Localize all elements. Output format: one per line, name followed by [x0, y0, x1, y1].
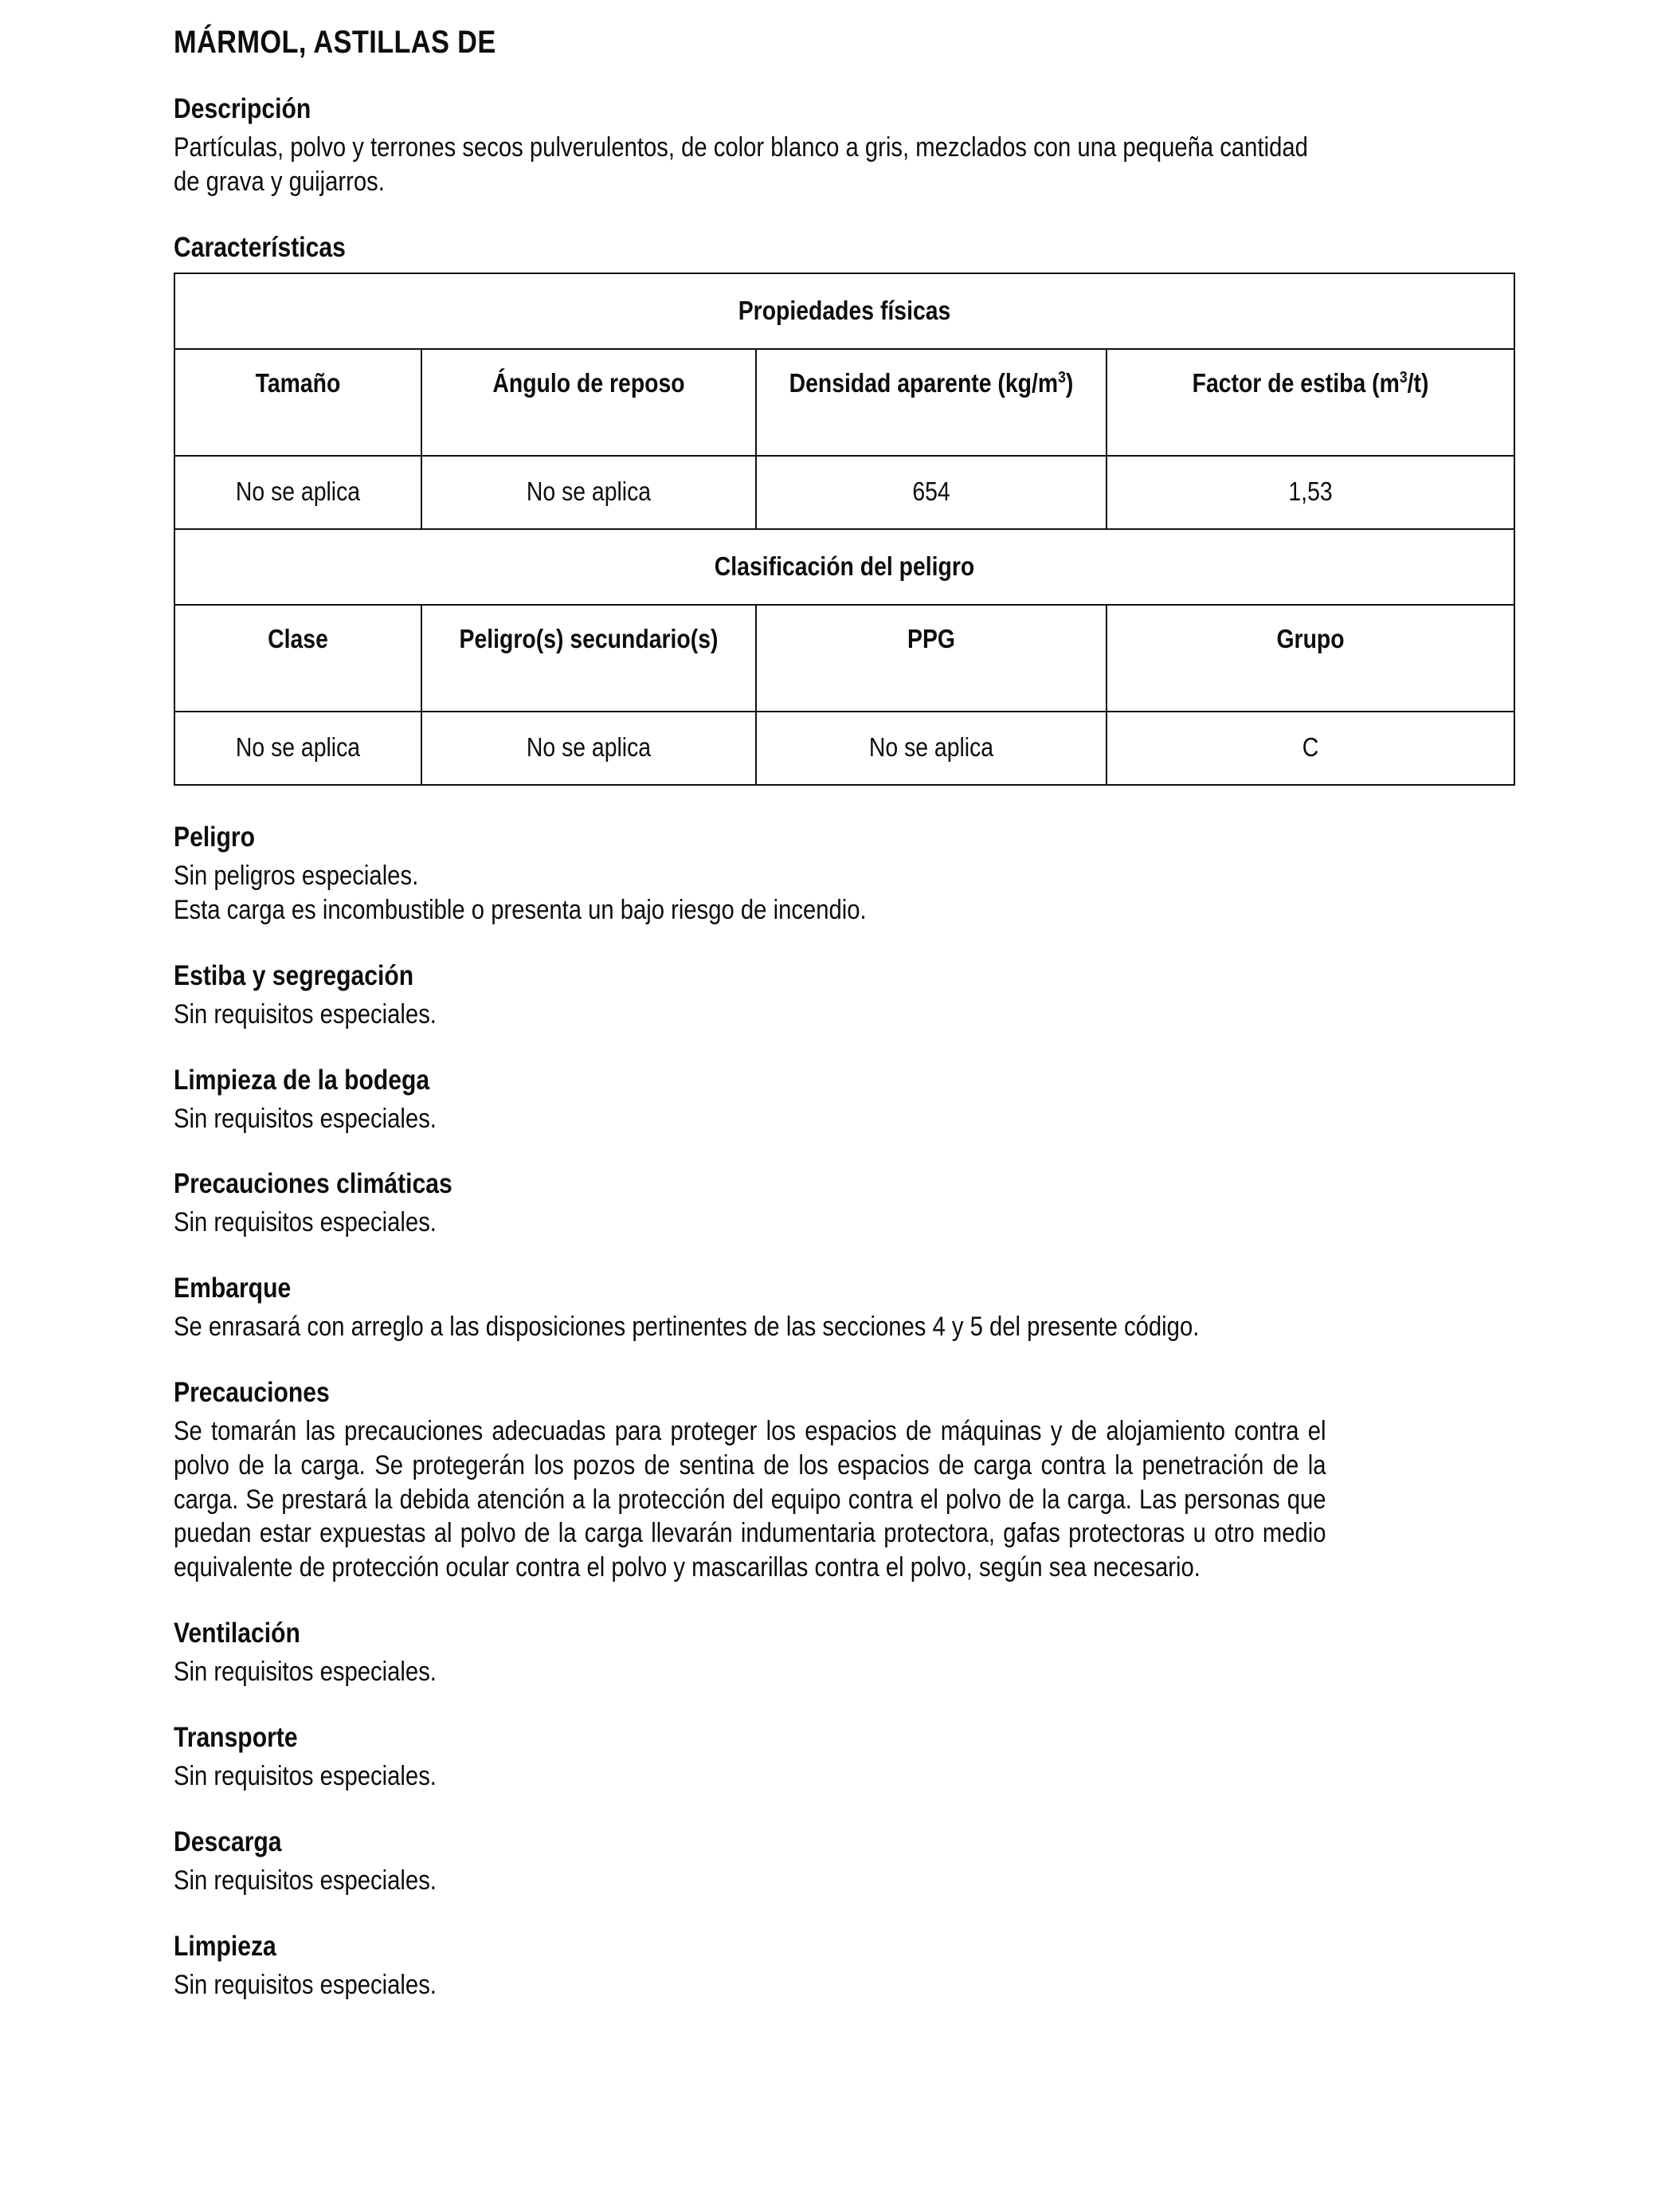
- heading-precauciones: Precauciones: [174, 1377, 330, 1408]
- section-precauciones: [174, 1376, 1514, 1585]
- section-caracteristicas: [174, 231, 1514, 786]
- section-descarga: [174, 1826, 1514, 1898]
- table-band-physical: [174, 273, 1514, 350]
- table-band-physical-label: Propiedades físicas: [738, 295, 951, 325]
- section-ventilacion: [174, 1617, 1514, 1689]
- page-title: MÁRMOL, ASTILLAS DE: [174, 25, 496, 60]
- heading-descripcion: Descripción: [174, 93, 311, 124]
- text-peligro-line1: Sin peligros especiales.: [174, 861, 419, 892]
- header-densidad-unit-exponent: 3: [1058, 368, 1066, 387]
- section-estiba-segregacion: [174, 959, 1514, 1032]
- heading-estiba-segregacion: Estiba y segregación: [174, 959, 414, 991]
- header-cell-ppg: [756, 605, 1107, 712]
- heading-transporte: Transporte: [174, 1721, 298, 1753]
- header-cell-densidad-aparente: [756, 349, 1107, 456]
- text-peligro-line2: Esta carga es incombustible o presenta un bajo riesgo de incendio.: [174, 894, 867, 925]
- section-embarque: [174, 1272, 1514, 1344]
- text-transporte: Sin requisitos especiales.: [174, 1760, 437, 1791]
- table-band-hazard: [174, 529, 1514, 606]
- text-precauciones: Se tomarán las precauciones adecuadas para proteger los espacios de máquinas y de alojamiento contra el polvo de la carga. Se protegerán los pozos de sentina de los espacios de carga contra la penetración de la carga. Se prestará la debida atención a la protección del equipo contra el polvo de la carga. Las personas que puedan estar expuestas al polvo de la carga llevarán indumentaria protectora, gafas protectoras u otro medio equivalente de protección ocular contra el polvo y mascarillas contra el polvo, según sea necesario.: [174, 1416, 1326, 1583]
- section-peligro: [174, 821, 1514, 928]
- value-angulo-reposo: No se aplica: [526, 477, 652, 507]
- value-tamano: No se aplica: [235, 477, 361, 507]
- properties-table-wrapper: [174, 273, 1514, 786]
- table-band-physical-cell: [174, 273, 1514, 350]
- value-cell-factor-estiba: [1107, 456, 1514, 529]
- header-label-peligros-secundarios: [445, 606, 731, 711]
- header-cell-angulo-reposo: [421, 349, 756, 456]
- value-clase: No se aplica: [235, 732, 361, 763]
- header-factor-unit-post: /t): [1407, 368, 1429, 398]
- header-label-clase: Clase: [268, 624, 328, 654]
- value-peligros-secundarios: No se aplica: [526, 732, 652, 763]
- properties-table: [174, 273, 1515, 786]
- section-limpieza: [174, 1930, 1514, 2002]
- value-ppg: No se aplica: [868, 732, 994, 763]
- text-descarga: Sin requisitos especiales.: [174, 1865, 437, 1896]
- heading-peligro: Peligro: [174, 822, 256, 853]
- value-densidad-aparente: 654: [912, 477, 950, 507]
- header-densidad-unit-pre: (kg/m: [997, 368, 1059, 398]
- header-factor-line1: Factor de estiba: [1192, 368, 1366, 398]
- text-estiba-segregacion: Sin requisitos especiales.: [174, 998, 437, 1030]
- section-descripcion: [174, 92, 1514, 199]
- header-label-ppg: PPG: [907, 624, 955, 654]
- value-cell-grupo: [1107, 712, 1514, 785]
- header-factor-unit-pre: (m: [1372, 368, 1400, 398]
- value-cell-clase: [174, 712, 421, 785]
- value-factor-estiba: 1,53: [1288, 477, 1333, 507]
- header-label-angulo-reposo: Ángulo de reposo: [492, 368, 685, 398]
- header-cell-factor-estiba: [1107, 349, 1514, 456]
- value-grupo: C: [1302, 732, 1319, 763]
- text-limpieza: Sin requisitos especiales.: [174, 1969, 437, 2000]
- text-embarque: Se enrasará con arreglo a las disposiciones pertinentes de las secciones 4 y 5 del presente código.: [174, 1312, 1200, 1343]
- text-descripcion: Partículas, polvo y terrones secos pulverulentos, de color blanco a gris, mezclados con una pequeña cantidad de grava y guijarros.: [174, 132, 1308, 197]
- header-densidad-line1: Densidad aparente: [789, 368, 992, 398]
- value-cell-densidad-aparente: [756, 456, 1107, 529]
- table-row-physical-values: [174, 456, 1514, 529]
- heading-embarque: Embarque: [174, 1273, 292, 1304]
- table-row-hazard-values: [174, 712, 1514, 785]
- text-ventilacion: Sin requisitos especiales.: [174, 1657, 437, 1688]
- table-band-hazard-label: Clasificación del peligro: [714, 551, 975, 581]
- header-factor-unit-exponent: 3: [1399, 368, 1408, 387]
- value-cell-tamano: [174, 456, 421, 529]
- heading-precauciones-climaticas: Precauciones climáticas: [174, 1168, 452, 1200]
- heading-caracteristicas: Características: [174, 231, 346, 263]
- heading-ventilacion: Ventilación: [174, 1618, 300, 1649]
- page-content: [174, 24, 1514, 2034]
- section-limpieza-bodega: [174, 1064, 1514, 1136]
- header-cell-peligros-secundarios: [421, 605, 756, 712]
- header-label-grupo: Grupo: [1276, 624, 1345, 654]
- table-band-hazard-cell: [174, 529, 1514, 606]
- header-cell-grupo: [1107, 605, 1514, 712]
- header-densidad-unit: [997, 368, 1073, 398]
- header-cell-tamano: [174, 349, 421, 456]
- header-label-tamano: Tamaño: [255, 368, 341, 398]
- value-cell-ppg: [756, 712, 1107, 785]
- heading-limpieza-bodega: Limpieza de la bodega: [174, 1064, 430, 1096]
- header-factor-unit: [1372, 368, 1428, 398]
- header-peligros-line1: Peligro(s): [459, 624, 564, 654]
- text-limpieza-bodega: Sin requisitos especiales.: [174, 1103, 437, 1134]
- header-cell-clase: [174, 605, 421, 712]
- header-densidad-unit-post: ): [1065, 368, 1074, 398]
- text-precauciones-climaticas: Sin requisitos especiales.: [174, 1207, 437, 1238]
- heading-limpieza: Limpieza: [174, 1930, 276, 1962]
- header-label-factor-estiba: [1136, 350, 1486, 455]
- value-cell-angulo-reposo: [421, 456, 756, 529]
- header-peligros-line2: secundario(s): [570, 624, 719, 654]
- section-transporte: [174, 1721, 1514, 1794]
- heading-descarga: Descarga: [174, 1826, 282, 1857]
- value-cell-peligros-secundarios: [421, 712, 756, 785]
- section-precauciones-climaticas: [174, 1167, 1514, 1240]
- table-header-row-physical: [174, 349, 1514, 456]
- header-label-densidad-aparente: [781, 350, 1082, 455]
- table-header-row-hazard: [174, 605, 1514, 712]
